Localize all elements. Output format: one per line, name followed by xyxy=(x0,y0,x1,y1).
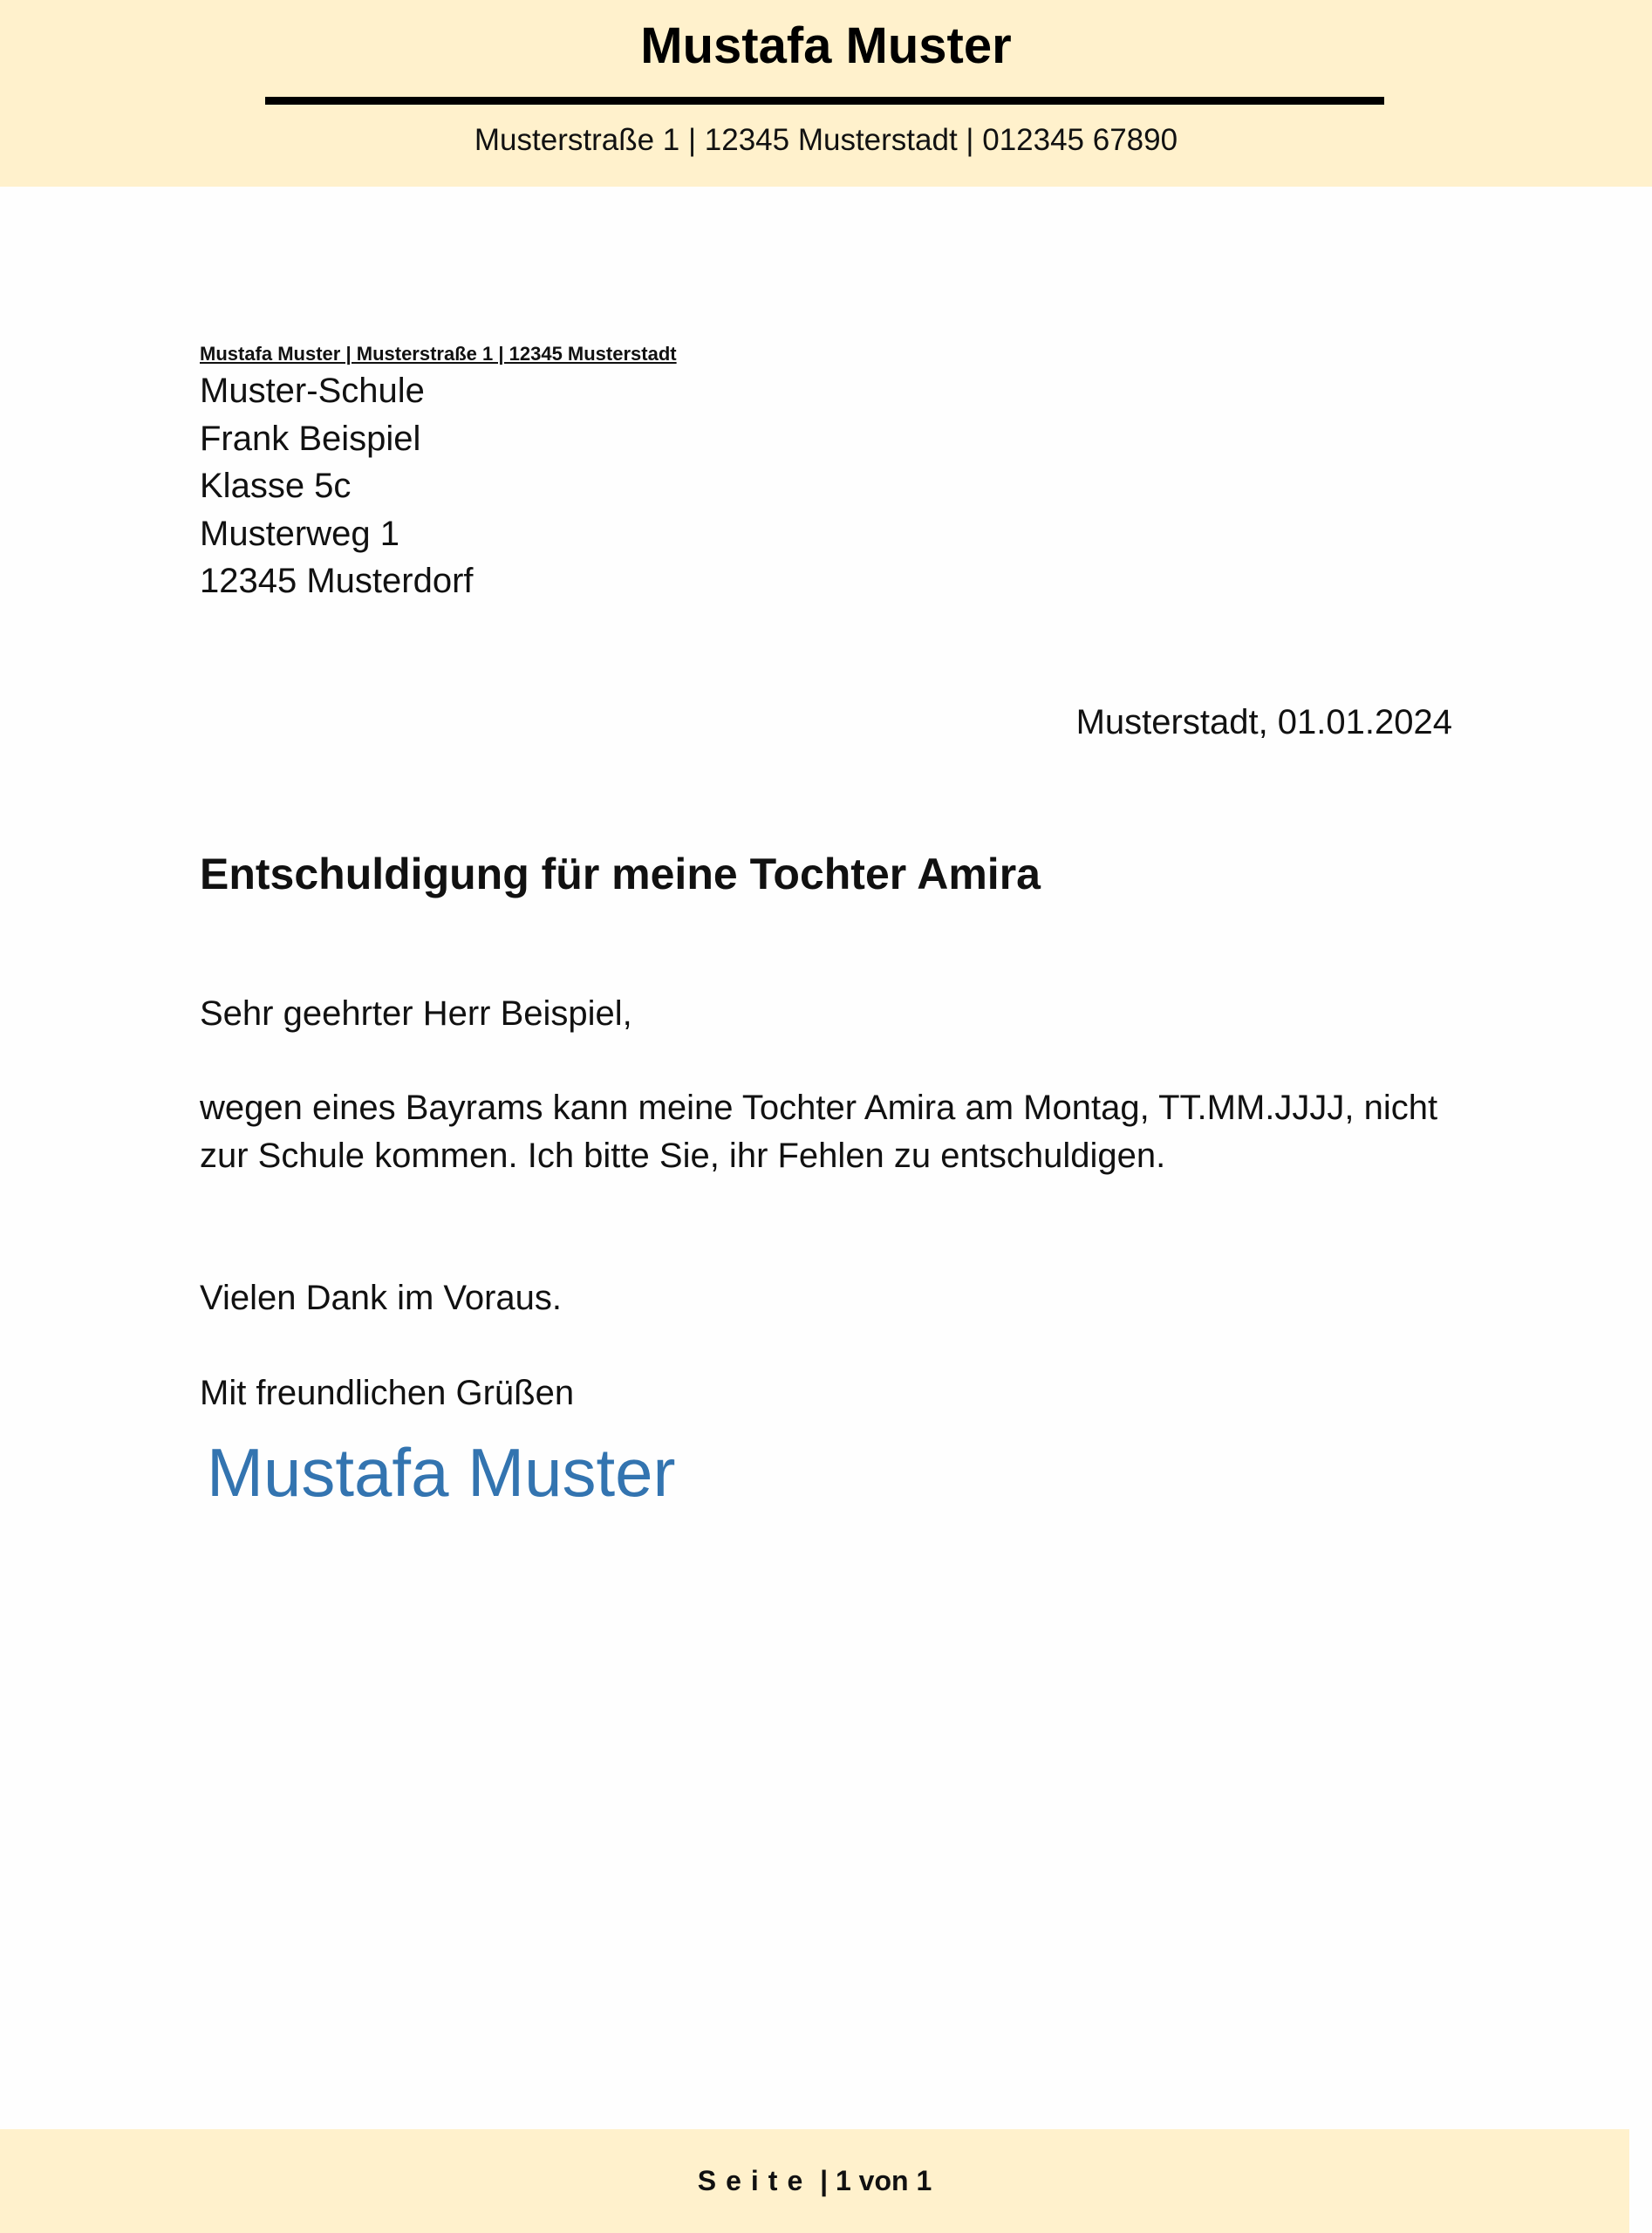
sender-name: Mustafa Muster xyxy=(640,17,1012,74)
recipient-line: Muster-Schule xyxy=(200,372,425,410)
closing-line: Mit freundlichen Grüßen xyxy=(200,1374,575,1412)
recipient-line: 12345 Musterdorf xyxy=(200,562,474,600)
salutation: Sehr geehrter Herr Beispiel, xyxy=(200,994,632,1033)
place-date: Musterstadt, 01.01.2024 xyxy=(1075,703,1452,741)
recipient-line: Frank Beispiel xyxy=(200,419,421,458)
sender-contact: Musterstraße 1 | 12345 Musterstadt | 012345 67890 xyxy=(474,123,1178,157)
letter-subject: Entschuldigung für meine Tochter Amira xyxy=(200,850,1041,898)
recipient-address xyxy=(200,367,474,605)
return-address-line: Mustafa Muster | Musterstraße 1 | 12345 Musterstadt xyxy=(200,343,677,365)
recipient-line: Klasse 5c xyxy=(200,467,352,505)
letter-body: wegen eines Bayrams kann meine Tochter Amira am Montag, TT.MM.JJJJ, nicht zur Schule kommen. Ich bitte Sie, ihr Fehlen zu entschuldigen. xyxy=(200,1089,1438,1175)
header-divider xyxy=(265,97,1384,105)
signature: Mustafa Muster xyxy=(207,1434,676,1511)
page-separator: | xyxy=(820,2165,829,2196)
thanks-line: Vielen Dank im Voraus. xyxy=(200,1279,563,1317)
page-number: 1 von 1 xyxy=(835,2165,932,2196)
page-label: Seite xyxy=(697,2165,813,2196)
page-footer xyxy=(0,2161,1629,2200)
recipient-line: Musterweg 1 xyxy=(200,514,399,553)
